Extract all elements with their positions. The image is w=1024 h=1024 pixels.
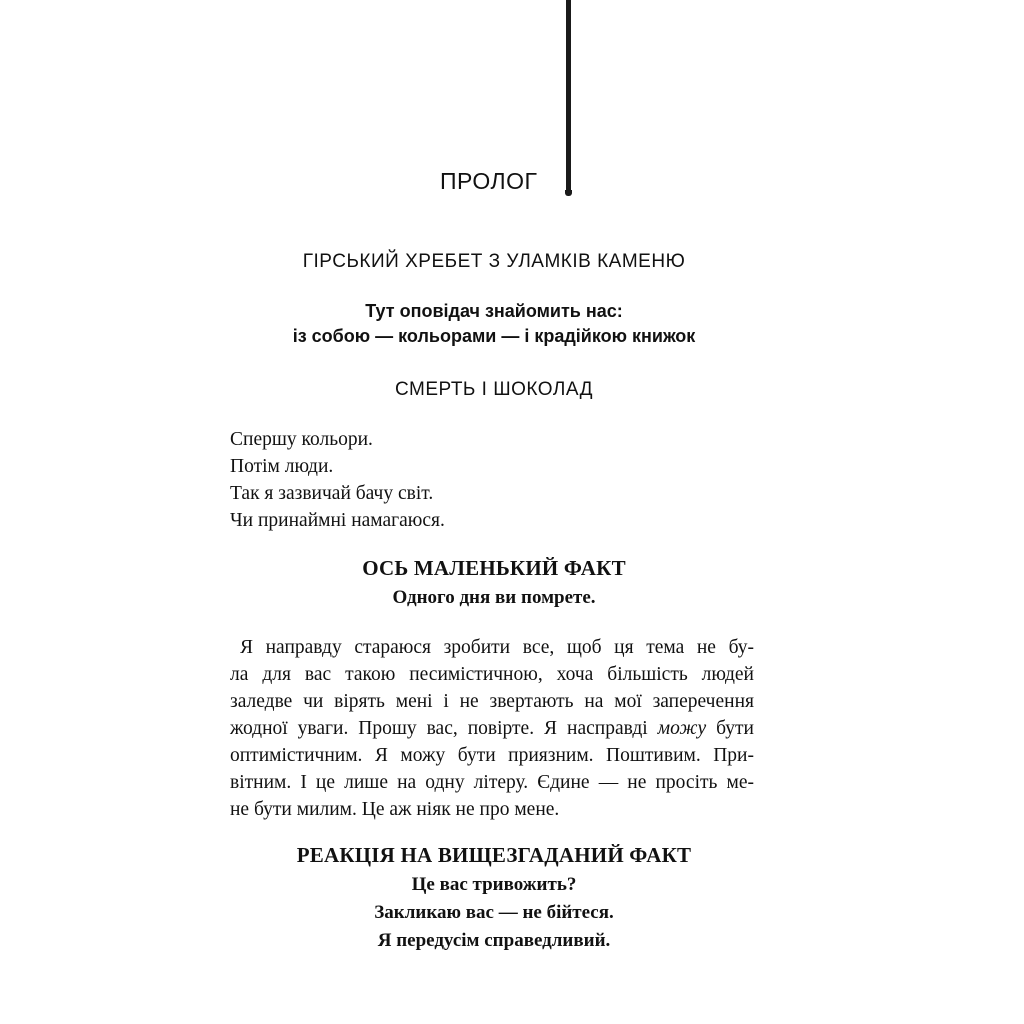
bookmark-ribbon [566, 0, 571, 192]
section1-subheading-line2: із собою — кольорами — і крадійкою книжок [292, 326, 696, 346]
section2-line: Спершу кольори. [230, 429, 373, 450]
paragraph-text: жодної уваги. Прошу вас, повірте. Я насправді [230, 718, 658, 739]
section4-line: Це вас тривожить? [411, 874, 577, 895]
section4-line: Закликаю вас — не бійтеся. [374, 902, 614, 923]
section1-subheading-line1: Тут оповідач знайомить нас: [365, 301, 623, 321]
section2-line: Так я зазвичай бачу світ. [230, 483, 434, 504]
section1-heading: ГІРСЬКИЙ ХРЕБЕТ З УЛАМКІВ КАМЕНЮ [302, 251, 686, 272]
paragraph-line: вітним. І це лише на одну літеру. Єдине — не просіть ме- [230, 772, 754, 793]
emphasized-word: можу [657, 718, 707, 739]
section3-subheading: Одного дня ви помрете. [392, 587, 596, 608]
paragraph-line: не бути милим. Це аж ніяк не про мене. [230, 799, 560, 820]
section2-line: Потім люди. [230, 456, 334, 477]
section2-lines [230, 426, 445, 534]
paragraph-line: заледве чи вірять мені і не звертають на мої заперечення [230, 691, 754, 712]
section2-heading: СМЕРТЬ І ШОКОЛАД [395, 379, 593, 400]
paragraph-text: бути [706, 718, 754, 739]
paragraph-line: ла для вас такою песимістичною, хоча більшість людей [230, 664, 754, 685]
body-paragraph [230, 634, 754, 823]
section4-heading: РЕАКЦІЯ НА ВИЩЕЗГАДАНИЙ ФАКТ [296, 843, 692, 867]
prologue-title: ПРОЛОГ [440, 168, 538, 194]
paragraph-line-with-emphasis [230, 715, 754, 742]
paragraph-line: Я направду стараюся зробити все, щоб ця тема не бу- [240, 637, 754, 658]
section4-line: Я передусім справедливий. [377, 930, 611, 951]
section2-line: Чи принаймні намагаюся. [230, 510, 445, 531]
paragraph-line: оптимістичним. Я можу бути приязним. Поштивим. При- [230, 745, 754, 766]
section3-heading: ОСЬ МАЛЕНЬКИЙ ФАКТ [362, 556, 626, 580]
